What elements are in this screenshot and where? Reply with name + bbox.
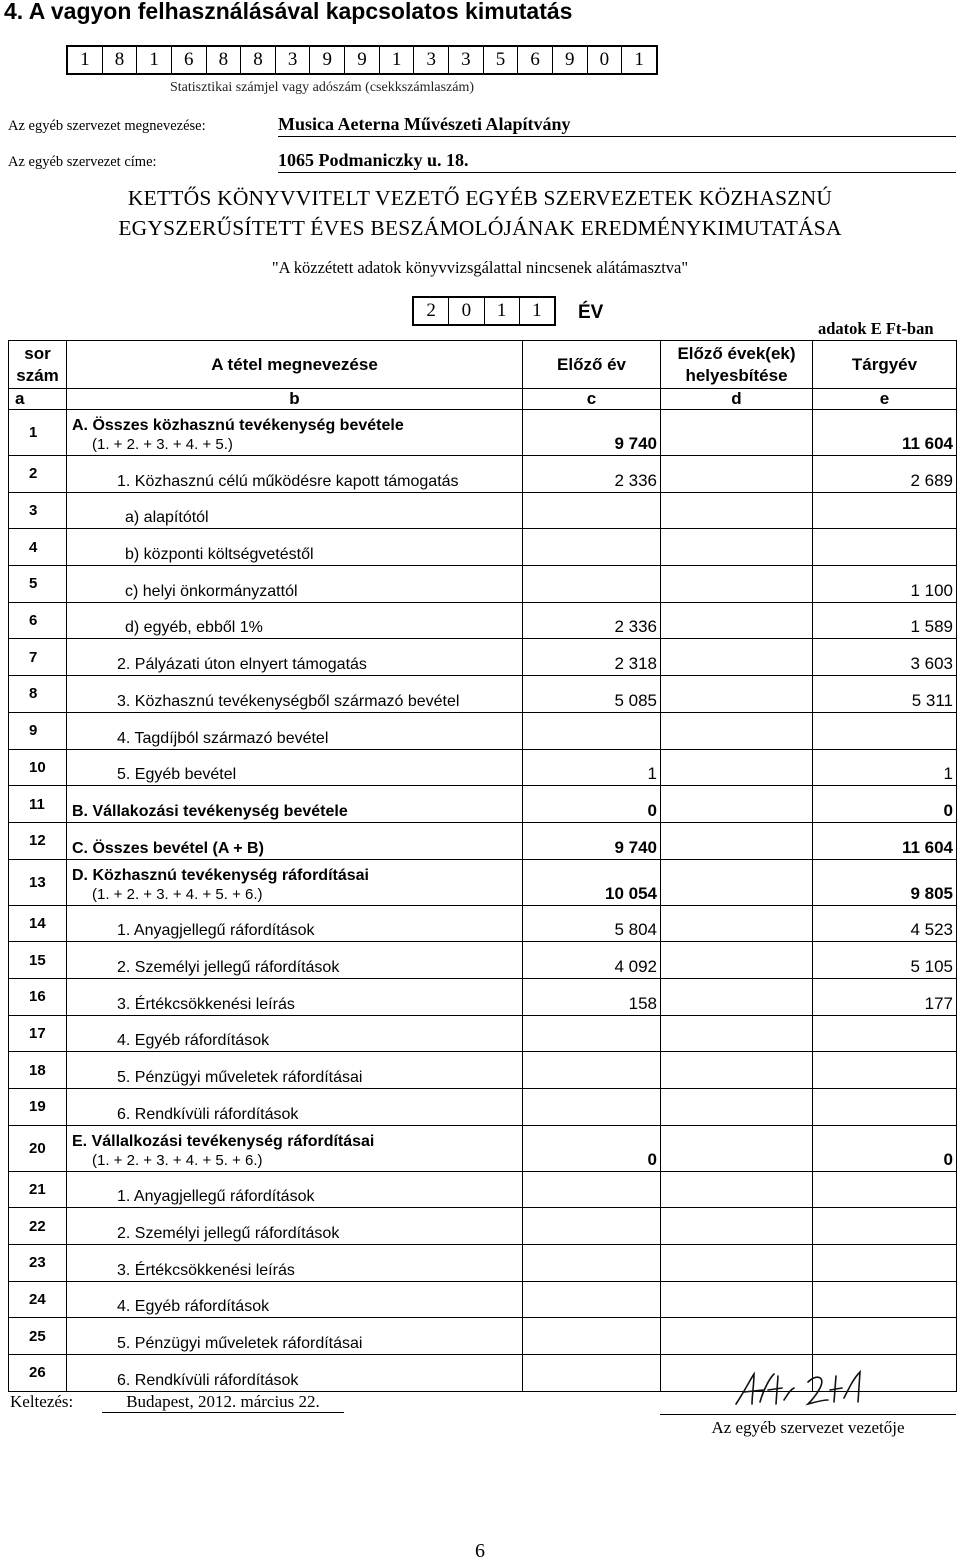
row-value-prev xyxy=(523,1171,661,1208)
row-label-text: 1. Anyagjellegű ráfordítások xyxy=(117,922,315,940)
row-value-prev xyxy=(523,529,661,566)
row-label-text: B. Vállakozási tevékenység bevétele xyxy=(72,802,348,820)
table-row xyxy=(9,1281,957,1318)
row-value-curr xyxy=(813,712,957,749)
table-row xyxy=(9,1245,957,1282)
table-row xyxy=(9,786,957,823)
row-value-corr xyxy=(661,676,813,713)
tax-number-digit: 9 xyxy=(553,47,588,73)
row-number: 8 xyxy=(9,676,67,713)
row-label-text: 5. Pénzügyi műveletek ráfordításai xyxy=(117,1069,363,1086)
row-value-prev: 10 054 xyxy=(523,859,661,905)
row-label-text: 2. Személyi jellegű ráfordítások xyxy=(117,958,340,976)
row-label-text: 3. Közhasznú tevékenységből származó bevétel xyxy=(117,692,460,710)
row-label-text: 5. Egyéb bevétel xyxy=(117,766,237,784)
row-label xyxy=(67,786,523,823)
row-value-prev: 9 740 xyxy=(523,410,661,456)
table-row xyxy=(9,410,957,456)
row-number: 12 xyxy=(9,822,67,859)
row-number: 1 xyxy=(9,410,67,456)
row-number: 2 xyxy=(9,456,67,493)
page-heading: 4. A vagyon felhasználásával kapcsolatos kimutatás xyxy=(4,0,573,24)
year-boxes xyxy=(412,296,556,326)
income-statement-table xyxy=(8,340,957,1392)
row-number: 18 xyxy=(9,1052,67,1089)
row-label xyxy=(67,942,523,979)
row-number: 25 xyxy=(9,1318,67,1355)
row-label xyxy=(67,978,523,1015)
row-label-text: 6. Rendkívüli ráfordítások xyxy=(117,1105,299,1123)
tax-number-digit: 3 xyxy=(449,47,484,73)
row-label xyxy=(67,822,523,859)
year-digit: 0 xyxy=(449,298,484,324)
table-row xyxy=(9,1171,957,1208)
table-row xyxy=(9,978,957,1015)
row-label-text: a) alapítótól xyxy=(125,509,209,527)
row-value-corr xyxy=(661,639,813,676)
org-name-value: Musica Aeterna Művészeti Alapítvány xyxy=(278,114,956,137)
page-number: 6 xyxy=(475,1540,485,1562)
row-value-corr xyxy=(661,1208,813,1245)
row-label xyxy=(67,529,523,566)
tax-number-boxes xyxy=(66,45,658,75)
table-row xyxy=(9,712,957,749)
header-prev: Előző év xyxy=(523,341,661,389)
row-value-prev: 5 804 xyxy=(523,905,661,942)
row-label xyxy=(67,1171,523,1208)
header-corr xyxy=(661,341,813,389)
letter-d: d xyxy=(661,389,813,410)
row-value-prev: 2 336 xyxy=(523,456,661,493)
header-sor xyxy=(9,341,67,389)
row-number: 14 xyxy=(9,905,67,942)
tax-number-digit: 6 xyxy=(172,47,207,73)
table-row xyxy=(9,529,957,566)
row-value-curr xyxy=(813,1281,957,1318)
row-value-curr xyxy=(813,529,957,566)
row-value-curr xyxy=(813,1245,957,1282)
tax-number-digit: 8 xyxy=(241,47,276,73)
tax-number-digit: 9 xyxy=(310,47,345,73)
row-label-text: 1. Közhasznú célú működésre kapott támogatás xyxy=(117,472,459,490)
row-label xyxy=(67,1355,523,1392)
header-corr-line1: Előző évek(ek) xyxy=(677,343,796,363)
row-label-text: E. Vállalkozási tevékenység ráfordításai xyxy=(72,1132,375,1150)
row-label xyxy=(67,410,523,456)
row-value-corr xyxy=(661,822,813,859)
org-address-value: 1065 Podmaniczky u. 18. xyxy=(278,150,956,173)
row-number: 26 xyxy=(9,1355,67,1392)
table-row xyxy=(9,566,957,603)
row-value-curr: 1 589 xyxy=(813,602,957,639)
row-number: 4 xyxy=(9,529,67,566)
row-label-text: 2. Személyi jellegű ráfordítások xyxy=(117,1225,340,1243)
audit-disclaimer: "A közzétett adatok könyvvizsgálattal nincsenek alátámasztva" xyxy=(271,258,689,277)
row-number: 19 xyxy=(9,1089,67,1126)
report-title-line2: EGYSZERŰSÍTETT ÉVES BESZÁMOLÓJÁNAK EREDMÉNYKIMUTATÁSA xyxy=(118,216,842,240)
row-value-curr xyxy=(813,1089,957,1126)
row-value-curr: 1 xyxy=(813,749,957,786)
row-number: 24 xyxy=(9,1281,67,1318)
tax-number-digit: 3 xyxy=(276,47,311,73)
row-label xyxy=(67,602,523,639)
header-curr: Tárgyév xyxy=(813,341,957,389)
row-value-corr xyxy=(661,1089,813,1126)
row-value-curr: 0 xyxy=(813,1125,957,1171)
date-value: Budapest, 2012. március 22. xyxy=(102,1392,344,1413)
row-value-prev xyxy=(523,566,661,603)
row-value-prev xyxy=(523,1245,661,1282)
table-row xyxy=(9,1015,957,1052)
row-label xyxy=(67,1089,523,1126)
table-row xyxy=(9,822,957,859)
row-value-prev xyxy=(523,1015,661,1052)
row-value-curr: 0 xyxy=(813,786,957,823)
header-sor-line1: sor xyxy=(24,343,51,363)
row-value-curr xyxy=(813,492,957,529)
tax-number-digit: 5 xyxy=(484,47,519,73)
row-value-prev xyxy=(523,1281,661,1318)
row-value-prev xyxy=(523,1318,661,1355)
row-value-corr xyxy=(661,492,813,529)
report-title-line1: KETTŐS KÖNYVVITELT VEZETŐ EGYÉB SZERVEZETEK KÖZHASZNÚ xyxy=(127,186,833,210)
row-value-prev: 158 xyxy=(523,978,661,1015)
table-row xyxy=(9,942,957,979)
row-number: 13 xyxy=(9,859,67,905)
row-value-prev: 9 740 xyxy=(523,822,661,859)
row-number: 6 xyxy=(9,602,67,639)
row-label xyxy=(67,1125,523,1171)
row-label-text: 5. Pénzügyi műveletek ráfordításai xyxy=(117,1335,363,1353)
table-row xyxy=(9,1052,957,1089)
table-row xyxy=(9,1318,957,1355)
row-label xyxy=(67,492,523,529)
row-label-text: 3. Értékcsökkenési leírás xyxy=(117,995,295,1013)
table-row xyxy=(9,905,957,942)
row-value-prev xyxy=(523,1052,661,1089)
row-value-curr xyxy=(813,1052,957,1089)
signature-line xyxy=(660,1414,956,1415)
year-digit: 1 xyxy=(485,298,520,324)
row-label-text: A. Összes közhasznú tevékenység bevétele xyxy=(72,417,404,434)
row-value-curr xyxy=(813,1015,957,1052)
row-value-corr xyxy=(661,1318,813,1355)
row-value-curr: 5 105 xyxy=(813,942,957,979)
row-value-corr xyxy=(661,1281,813,1318)
row-label-text: d) egyéb, ebből 1% xyxy=(125,619,263,637)
row-value-corr xyxy=(661,566,813,603)
row-label-text: 3. Értékcsökkenési leírás xyxy=(117,1261,295,1279)
row-value-prev: 5 085 xyxy=(523,676,661,713)
row-value-curr: 177 xyxy=(813,978,957,1015)
row-value-prev: 0 xyxy=(523,786,661,823)
row-label-subtext: (1. + 2. + 3. + 4. + 5. + 6.) xyxy=(92,885,263,903)
tax-number-digit: 0 xyxy=(588,47,623,73)
row-label-text: b) központi költségvetéstől xyxy=(125,546,314,564)
row-label-subtext: (1. + 2. + 3. + 4. + 5.) xyxy=(92,436,233,453)
org-name-label: Az egyéb szervezet megnevezése: xyxy=(8,118,206,134)
row-number: 16 xyxy=(9,978,67,1015)
row-value-corr xyxy=(661,749,813,786)
row-value-corr xyxy=(661,978,813,1015)
row-number: 22 xyxy=(9,1208,67,1245)
row-value-corr xyxy=(661,1245,813,1282)
row-value-prev xyxy=(523,712,661,749)
header-corr-line2: helyesbítése xyxy=(685,365,788,385)
row-value-corr xyxy=(661,1171,813,1208)
org-address-label: Az egyéb szervezet címe: xyxy=(8,154,157,170)
row-number: 7 xyxy=(9,639,67,676)
row-label xyxy=(67,456,523,493)
table-header-row xyxy=(9,341,957,389)
row-value-curr: 3 603 xyxy=(813,639,957,676)
tax-number-digit: 8 xyxy=(207,47,242,73)
row-label xyxy=(67,566,523,603)
row-value-corr xyxy=(661,712,813,749)
row-label-subtext: (1. + 2. + 3. + 4. + 5. + 6.) xyxy=(92,1151,263,1169)
row-number: 3 xyxy=(9,492,67,529)
handwritten-signature xyxy=(730,1368,870,1412)
row-number: 20 xyxy=(9,1125,67,1171)
letter-b: b xyxy=(67,389,523,410)
row-label-text: 6. Rendkívüli ráfordítások xyxy=(117,1371,299,1389)
row-label-text: 4. Egyéb ráfordítások xyxy=(117,1032,270,1050)
row-value-prev xyxy=(523,492,661,529)
table-row xyxy=(9,1125,957,1171)
row-number: 17 xyxy=(9,1015,67,1052)
letter-a: a xyxy=(9,389,67,410)
row-value-corr xyxy=(661,905,813,942)
row-number: 23 xyxy=(9,1245,67,1282)
row-label-text: c) helyi önkormányzattól xyxy=(125,582,298,600)
signature-caption: Az egyéb szervezet vezetője xyxy=(711,1418,905,1437)
table-row xyxy=(9,749,957,786)
row-label-text: D. Közhasznú tevékenység ráfordításai xyxy=(72,866,369,884)
row-value-prev: 4 092 xyxy=(523,942,661,979)
row-value-corr xyxy=(661,859,813,905)
row-label xyxy=(67,1052,523,1089)
row-label xyxy=(67,1208,523,1245)
row-label xyxy=(67,859,523,905)
row-value-curr: 9 805 xyxy=(813,859,957,905)
table-row xyxy=(9,1208,957,1245)
row-label xyxy=(67,1281,523,1318)
tax-number-digit: 1 xyxy=(380,47,415,73)
row-number: 10 xyxy=(9,749,67,786)
row-number: 9 xyxy=(9,712,67,749)
row-value-prev xyxy=(523,1208,661,1245)
letter-c: c xyxy=(523,389,661,410)
row-label xyxy=(67,905,523,942)
table-row xyxy=(9,676,957,713)
year-digit: 2 xyxy=(414,298,449,324)
row-value-curr: 5 311 xyxy=(813,676,957,713)
tax-number-digit: 3 xyxy=(414,47,449,73)
row-number: 21 xyxy=(9,1171,67,1208)
tax-number-digit: 9 xyxy=(345,47,380,73)
tax-number-digit: 1 xyxy=(634,49,644,70)
row-label xyxy=(67,1318,523,1355)
row-number: 5 xyxy=(9,566,67,603)
table-row xyxy=(9,1089,957,1126)
table-letter-row xyxy=(9,389,957,410)
header-sor-line2: szám xyxy=(16,365,59,385)
row-value-prev: 0 xyxy=(523,1125,661,1171)
row-value-prev xyxy=(523,1355,661,1392)
row-value-prev xyxy=(523,1089,661,1126)
row-value-prev: 1 xyxy=(523,749,661,786)
row-label xyxy=(67,1015,523,1052)
table-row xyxy=(9,492,957,529)
row-label xyxy=(67,1245,523,1282)
row-value-corr xyxy=(661,1015,813,1052)
row-value-corr xyxy=(661,456,813,493)
row-value-curr xyxy=(813,1318,957,1355)
row-number: 15 xyxy=(9,942,67,979)
row-value-curr: 1 100 xyxy=(813,566,957,603)
date-label: Keltezés: xyxy=(10,1392,74,1411)
row-value-curr: 2 689 xyxy=(813,456,957,493)
row-value-corr xyxy=(661,1052,813,1089)
row-value-curr: 11 604 xyxy=(813,410,957,456)
tax-number-digit: 8 xyxy=(103,47,138,73)
table-row xyxy=(9,859,957,905)
row-label xyxy=(67,749,523,786)
row-number: 11 xyxy=(9,786,67,823)
tax-number-digit: 1 xyxy=(137,47,172,73)
row-value-curr xyxy=(813,1208,957,1245)
row-value-prev: 2 318 xyxy=(523,639,661,676)
row-value-curr xyxy=(813,1171,957,1208)
row-value-corr xyxy=(661,786,813,823)
table-row xyxy=(9,456,957,493)
tax-number-caption: Statisztikai számjel vagy adószám (csekkszámlaszám) xyxy=(170,80,475,95)
row-value-corr xyxy=(661,410,813,456)
row-value-corr xyxy=(661,942,813,979)
row-label xyxy=(67,639,523,676)
tax-number-digit: 6 xyxy=(518,47,553,73)
row-value-prev: 2 336 xyxy=(523,602,661,639)
row-value-corr xyxy=(661,1125,813,1171)
unit-note: adatok E Ft-ban xyxy=(818,319,934,338)
row-label-text: 4. Egyéb ráfordítások xyxy=(117,1298,270,1316)
row-value-corr xyxy=(661,602,813,639)
tax-number-digit: 1 xyxy=(68,47,103,73)
table-row xyxy=(9,602,957,639)
row-label-text: 1. Anyagjellegű ráfordítások xyxy=(117,1188,315,1206)
row-label xyxy=(67,676,523,713)
row-label xyxy=(67,712,523,749)
row-value-corr xyxy=(661,529,813,566)
row-value-curr: 11 604 xyxy=(813,822,957,859)
row-label-text: 4. Tagdíjból származó bevétel xyxy=(117,729,329,747)
year-digit: 1 xyxy=(532,300,542,321)
letter-e: e xyxy=(813,389,957,410)
row-label-text: 2. Pályázati úton elnyert támogatás xyxy=(117,656,367,674)
row-label-text: C. Összes bevétel (A + B) xyxy=(72,839,264,857)
header-name: A tétel megnevezése xyxy=(67,341,523,389)
year-label: ÉV xyxy=(578,302,604,323)
table-row xyxy=(9,639,957,676)
row-value-curr: 4 523 xyxy=(813,905,957,942)
